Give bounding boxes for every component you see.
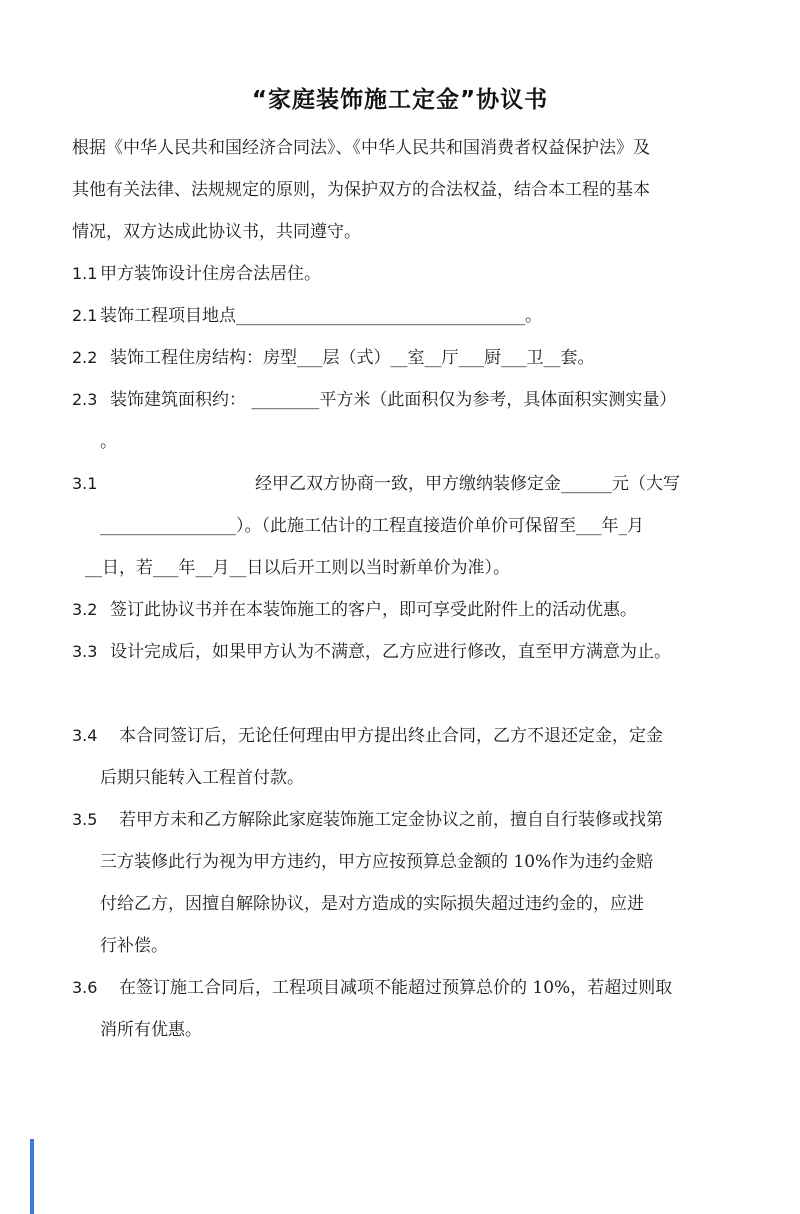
clause-3-3 <box>72 631 735 673</box>
clause-text: 若甲方未和乙方解除此家庭装饰施工定金协议之前，擅自自行装修或找第 <box>119 810 663 830</box>
clause-number: 3.5 <box>72 810 98 829</box>
blank-line <box>72 673 735 715</box>
clause-text: 经甲乙双方协商一致，甲方缴纳装修定金______元（大写 <box>255 474 680 494</box>
clause-number: 3.2 <box>72 600 98 619</box>
clause-1-1 <box>72 253 735 295</box>
clause-number: 2.3 <box>72 390 98 409</box>
clause-text: __日，若___年__月__日以后开工则以当时新单价为准）。 <box>85 558 510 578</box>
clause-2-2 <box>72 337 735 379</box>
document-body <box>72 127 735 1051</box>
clause-text: 装饰工程住房结构：房型___层（式）__室__厅___厨___卫__套。 <box>110 348 595 368</box>
clause-2-3 <box>72 379 735 463</box>
clause-text: 行补偿。 <box>100 936 168 956</box>
clause-number: 3.6 <box>72 978 98 997</box>
clause-number: 1.1 <box>72 264 98 283</box>
intro-line: 根据《中华人民共和国经济合同法》、《中华人民共和国消费者权益保护法》及 <box>72 138 650 158</box>
document-title: “家庭装饰施工定金”协议书 <box>251 87 549 113</box>
clause-number: 3.4 <box>72 726 98 745</box>
clause-3-6 <box>72 967 735 1051</box>
bottom-left-blue-mark <box>30 1139 34 1214</box>
clause-3-1 <box>72 463 735 589</box>
clause-number: 3.1 <box>72 474 98 493</box>
clause-3-4 <box>72 715 735 799</box>
clause-2-1 <box>72 295 735 337</box>
clause-text: 装饰建筑面积约： ________平方米（此面积仅为参考，具体面积实测实量） <box>110 390 677 410</box>
clause-text: 签订此协议书并在本装饰施工的客户，即可享受此附件上的活动优惠。 <box>110 600 637 620</box>
clause-text: 消所有优惠。 <box>100 1020 202 1040</box>
clause-text: 。 <box>100 432 117 452</box>
document-page <box>0 82 800 1214</box>
clause-number: 2.2 <box>72 348 98 367</box>
clause-text: 三方装修此行为视为甲方违约，甲方应按预算总金额的 10%作为违约金赔 <box>100 852 654 872</box>
clause-3-5 <box>72 799 735 967</box>
clause-number: 3.3 <box>72 642 98 661</box>
clause-text: 设计完成后，如果甲方认为不满意，乙方应进行修改，直至甲方满意为止。 <box>110 642 671 662</box>
clause-3-2 <box>72 589 735 631</box>
clause-text: 在签订施工合同后，工程项目减项不能超过预算总价的 10%，若超过则取 <box>119 978 673 998</box>
clause-text: ________________）。（此施工估计的工程直接造价单价可保留至___年_月 <box>100 516 644 536</box>
clause-text: 甲方装饰设计住房合法居住。 <box>100 264 321 284</box>
clause-text: 付给乙方，因擅自解除协议，是对方造成的实际损失超过违约金的，应进 <box>100 894 644 914</box>
clause-text: 后期只能转入工程首付款。 <box>100 768 304 788</box>
clause-text: 装饰工程项目地点__________________________________。 <box>100 306 542 326</box>
clause-number: 2.1 <box>72 306 98 325</box>
intro-line: 其他有关法律、法规规定的原则，为保护双方的合法权益，结合本工程的基本 <box>72 180 650 200</box>
clause-text: 本合同签订后，无论任何理由甲方提出终止合同，乙方不退还定金，定金 <box>119 726 663 746</box>
intro-line: 情况，双方达成此协议书，共同遵守。 <box>72 222 361 242</box>
